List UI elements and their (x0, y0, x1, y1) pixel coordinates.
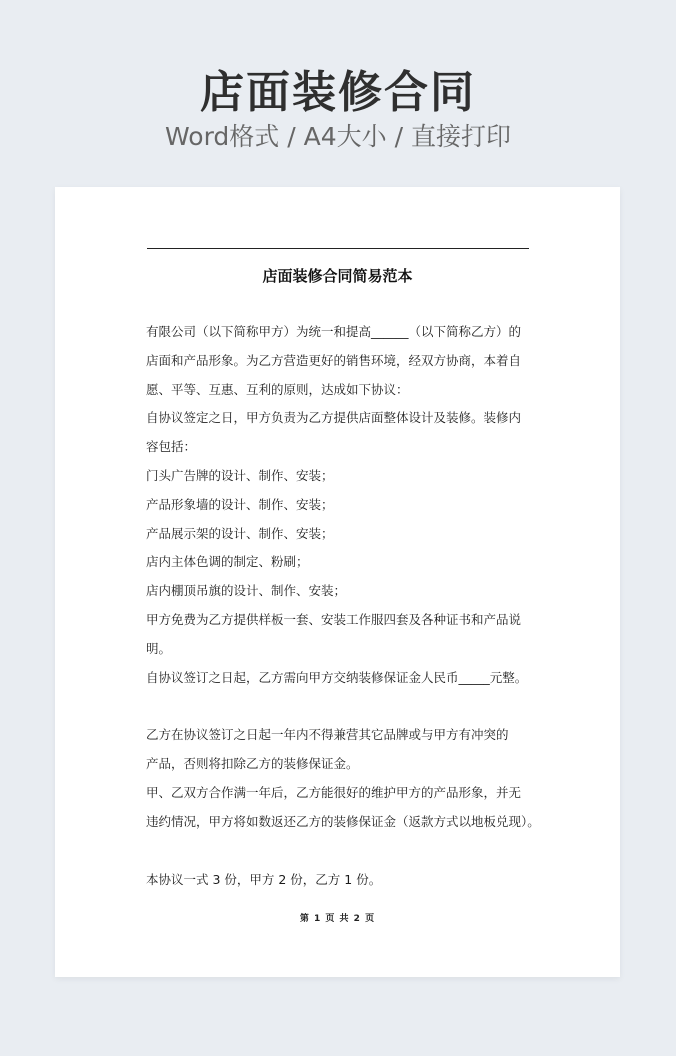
list-item: 店内棚顶吊旗的设计、制作、安装； (146, 583, 347, 598)
page-number-footer: 第 1 页 共 2 页 (299, 914, 376, 924)
list-item: 店内主体色调的制定、粉刷； (146, 554, 309, 569)
paragraph-line: 违约情况，甲方将如数返还乙方的装修保证金（返款方式以地板兑现）。 (146, 814, 540, 829)
paragraph-line: 店面和产品形象。为乙方营造更好的销售环境，经双方协商，本着自 (146, 353, 522, 368)
paragraph-line: 自协议签订之日起，乙方需向甲方交纳装修保证金人民币_____元整。 (146, 670, 528, 685)
list-item: 门头广告牌的设计、制作、安装； (146, 468, 334, 483)
list-item: 产品形象墙的设计、制作、安装； (146, 497, 334, 512)
list-item: 产品展示架的设计、制作、安装； (146, 526, 334, 541)
document-title: 店面装修合同简易范本 (262, 267, 413, 285)
paragraph-line: 产品，否则将扣除乙方的装修保证金。 (146, 756, 359, 771)
paragraph-line: 甲方免费为乙方提供样板一套、安装工作服四套及各种证书和产品说 (146, 612, 522, 627)
paragraph-line: 有限公司（以下简称甲方）为统一和提高______（以下简称乙方）的 (146, 324, 522, 339)
banner-subtitle: Word格式 / A4大小 / 直接打印 (165, 122, 511, 151)
paragraph-line: 乙方在协议签订之日起一年内不得兼营其它品牌或与甲方有冲突的 (146, 727, 509, 742)
paragraph-line: 自协议签定之日，甲方负责为乙方提供店面整体设计及装修。装修内 (146, 410, 522, 425)
document-page (55, 187, 620, 977)
header-rule (147, 248, 529, 249)
paragraph-line: 甲、乙双方合作满一年后，乙方能很好的维护甲方的产品形象，并无 (146, 785, 522, 800)
paragraph-line: 愿、平等、互惠、互利的原则，达成如下协议： (146, 382, 409, 397)
banner-title: 店面装修合同 (200, 67, 476, 118)
paragraph-line: 明。 (146, 641, 172, 656)
paragraph-line: 容包括： (146, 439, 197, 454)
paragraph-line: 本协议一式 3 份，甲方 2 份，乙方 1 份。 (146, 872, 382, 887)
